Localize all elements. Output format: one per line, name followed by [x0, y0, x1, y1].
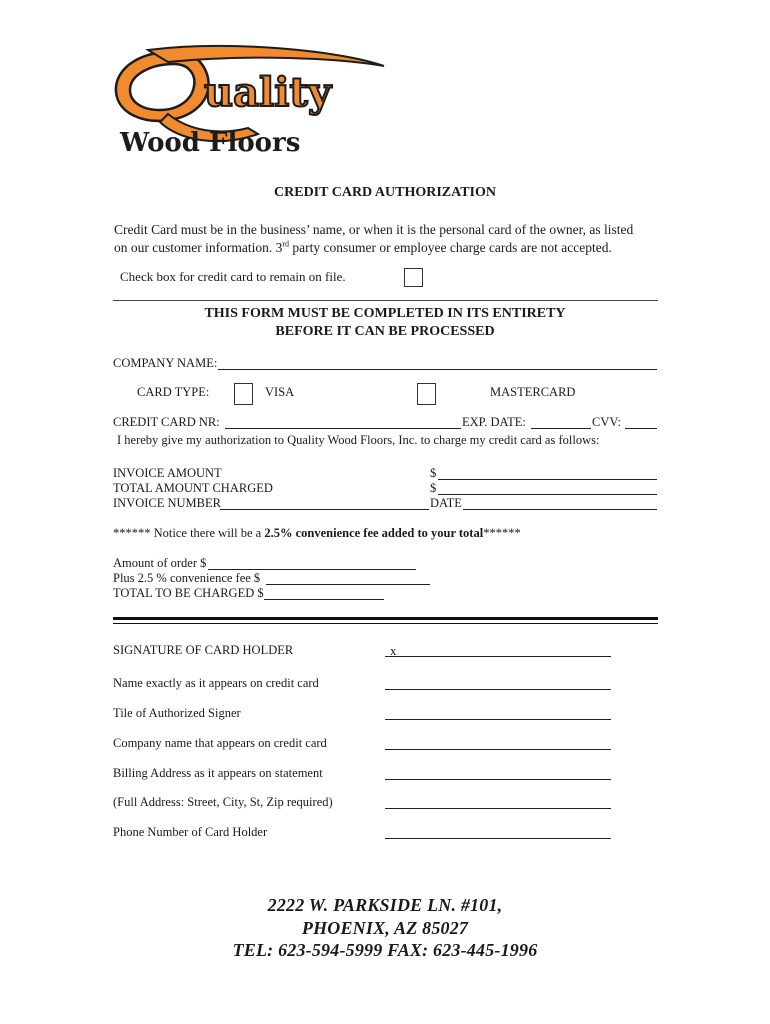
plus-fee-label: Plus 2.5 % convenience fee $ — [113, 571, 261, 585]
invoice-amount-field[interactable] — [438, 467, 657, 480]
contact-line: TEL: 623-594-5999 FAX: 623-445-1996 — [232, 940, 538, 960]
name-on-card-field[interactable] — [385, 677, 611, 690]
total-amount-field[interactable] — [438, 482, 657, 495]
company-on-card-label: Company name that appears on credit card — [113, 736, 327, 750]
credit-card-nr-label: CREDIT CARD NR: — [113, 415, 220, 429]
intro-paragraph — [114, 221, 674, 258]
company-name-label: COMPANY NAME: — [113, 356, 218, 370]
date-field[interactable] — [463, 497, 657, 510]
divider-thin — [113, 623, 658, 624]
amount-of-order-label: Amount of order $ — [113, 556, 207, 570]
intro-line-2-post: party consumer or employee charge cards are not accepted. — [289, 240, 612, 256]
logo-subtitle: Wood Floors — [120, 128, 301, 156]
on-file-checkbox[interactable] — [404, 268, 423, 287]
divider-thick — [113, 617, 658, 620]
signature-label: SIGNATURE OF CARD HOLDER — [113, 643, 294, 657]
card-type-label: CARD TYPE: — [137, 385, 210, 399]
total-amount-charged-label: TOTAL AMOUNT CHARGED — [113, 481, 273, 495]
mastercard-label: MASTERCARD — [490, 385, 576, 399]
company-name-field[interactable] — [218, 357, 657, 370]
plus-fee-field[interactable] — [266, 572, 430, 585]
signer-title-label: Tile of Authorized Signer — [113, 706, 241, 720]
logo-word: uality — [204, 69, 332, 116]
invoice-amount-dollar: $ — [430, 466, 437, 480]
notice-post: ****** — [483, 526, 521, 540]
total-to-be-charged-field[interactable] — [264, 587, 384, 600]
cvv-field[interactable] — [625, 416, 657, 429]
cvv-label: CVV: — [592, 415, 621, 429]
amount-of-order-field[interactable] — [208, 557, 416, 570]
invoice-number-field[interactable] — [220, 497, 429, 510]
exp-date-field[interactable] — [531, 416, 591, 429]
date-label: DATE — [430, 496, 462, 510]
company-on-card-field[interactable] — [385, 737, 611, 750]
banner-line-2: BEFORE IT CAN BE PROCESSED — [275, 323, 495, 339]
full-address-label: (Full Address: Street, City, St, Zip required) — [113, 795, 333, 809]
total-amount-dollar: $ — [430, 481, 437, 495]
on-file-label: Check box for credit card to remain on file. — [120, 269, 346, 284]
convenience-fee-notice — [113, 526, 521, 541]
phone-field[interactable] — [385, 826, 611, 839]
notice-pre: ****** Notice there will be a — [113, 526, 265, 540]
authorization-text: I hereby give my authorization to Quality Wood Floors, Inc. to charge my credit card as follows: — [117, 433, 600, 447]
notice-bold: 2.5% convenience fee added to your total — [264, 526, 484, 540]
signature-field[interactable] — [385, 644, 611, 657]
phone-label: Phone Number of Card Holder — [113, 825, 268, 839]
mastercard-checkbox[interactable] — [417, 383, 436, 405]
company-logo — [108, 44, 398, 156]
invoice-amount-label: INVOICE AMOUNT — [113, 466, 222, 480]
form-title: CREDIT CARD AUTHORIZATION — [274, 185, 496, 200]
full-address-field[interactable] — [385, 796, 611, 809]
address-line-1: 2222 W. PARKSIDE LN. #101, — [267, 895, 503, 915]
banner-line-1: THIS FORM MUST BE COMPLETED IN ITS ENTIRETY — [204, 306, 566, 321]
signer-title-field[interactable] — [385, 707, 611, 720]
address-line-2: PHOENIX, AZ 85027 — [301, 918, 469, 938]
intro-line-2-sup: rd — [282, 239, 290, 249]
visa-checkbox[interactable] — [234, 383, 253, 405]
exp-date-label: EXP. DATE: — [462, 415, 526, 429]
signature-x: x — [390, 643, 397, 658]
billing-address-label: Billing Address as it appears on statement — [113, 766, 323, 780]
intro-line-2-pre: on our customer information. 3 — [114, 240, 283, 256]
visa-label: VISA — [265, 385, 295, 399]
billing-address-field[interactable] — [385, 767, 611, 780]
invoice-number-label: INVOICE NUMBER — [113, 496, 221, 510]
divider — [113, 300, 658, 301]
completion-banner — [0, 305, 770, 340]
total-to-be-charged-label: TOTAL TO BE CHARGED $ — [113, 586, 264, 600]
name-on-card-label: Name exactly as it appears on credit card — [113, 676, 319, 690]
credit-card-nr-field[interactable] — [225, 416, 461, 429]
intro-line-1: Credit Card must be in the business’ name, or when it is the personal card of the owner, as listed — [114, 222, 634, 237]
